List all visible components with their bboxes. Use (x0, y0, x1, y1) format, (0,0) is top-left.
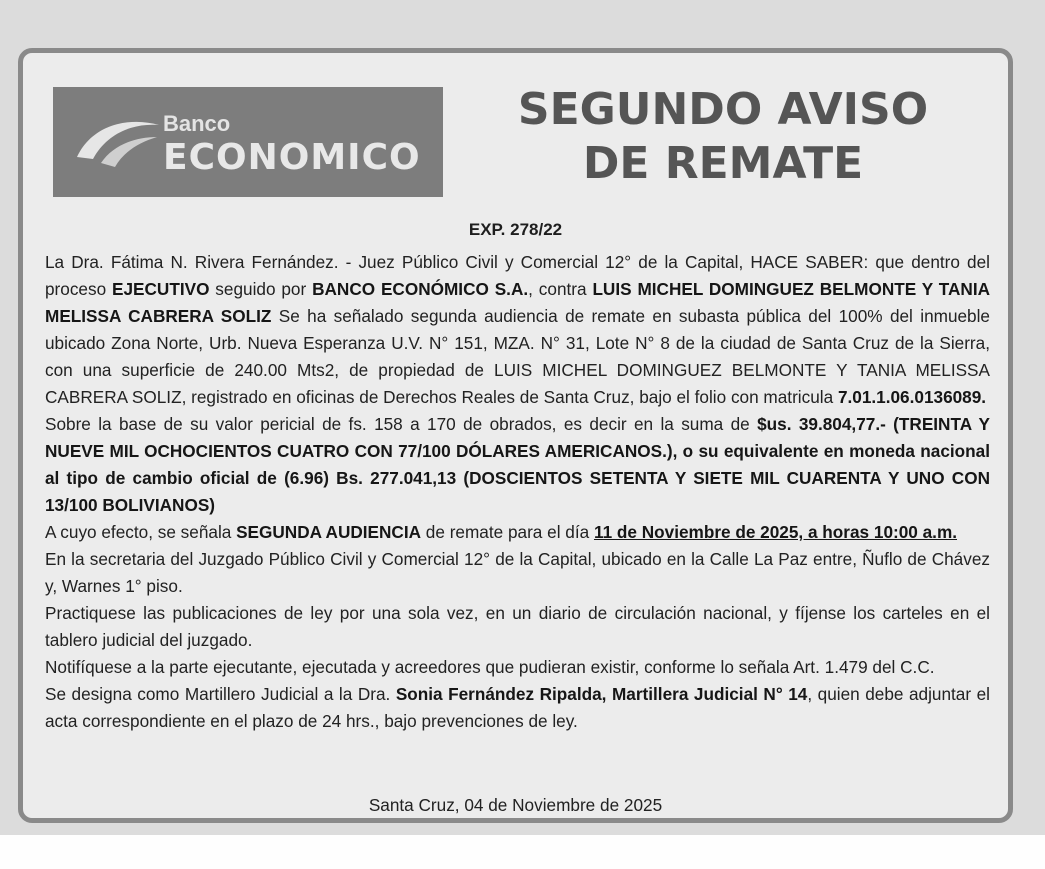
logo-text-banco: Banco (163, 111, 231, 136)
text: , contra (528, 279, 593, 299)
logo-text-economico: ECONOMICO (163, 137, 421, 178)
paragraph-7 (45, 681, 990, 735)
paragraph-3 (45, 519, 990, 546)
paragraph-2 (45, 411, 990, 519)
notice-body (45, 249, 990, 735)
defendants: LUIS MICHEL DOMINGUEZ BELMONTE Y TANIA MELISSA CABRERA SOLIZ (45, 279, 991, 326)
hearing-label: SEGUNDA AUDIENCIA (236, 522, 422, 542)
text: seguido por (209, 279, 313, 299)
paragraph-4: En la secretaria del Juzgado Público Civil y Comercial 12° de la Capital, ubicado en la Calle La Paz entre, Ñuflo de Chávez y, Warnes 1° piso. (45, 549, 990, 596)
base-value: $us. 39.804,77.- (TREINTA Y NUEVE MIL OCHOCIENTOS CUATRO CON 77/100 DÓLARES AMERICANOS.), o su equivalente en moneda nacional al tipo de cambio oficial de (6.96) Bs. 277.041,13 (DOSCIENTOS SETENTA Y SIETE MIL CUARENTA Y UNO CON 13/100 BOLIVIANOS) (45, 414, 990, 515)
text: Se ha señalado segunda audiencia de remate en subasta pública del 100% del inmueble ubicado Zona Norte, Urb. Nueva Esperanza U.V. N° 151, MZA. N° 31, Lote N° 8 de la ciudad de Santa Cruz de la Sierra, con una superficie de 240.00 Mts2, de propiedad de LUIS MICHEL DOMINGUEZ BELMONTE Y TANIA MELISSA CABRERA SOLIZ, registrado en oficinas de Derechos Reales de Santa Cruz, bajo el folio con matricula (45, 306, 990, 407)
title-line-2: DE REMATE (582, 138, 864, 189)
plaintiff: BANCO ECONÓMICO S.A. (312, 279, 529, 299)
registry-number: 7.01.1.06.0136089. (837, 387, 987, 407)
text: de remate para el día (421, 522, 594, 542)
text: La Dra. Fátima N. Rivera Fernández. - Juez Público Civil y Comercial 12° de la Capital, HACE SABER: que dentro del proceso (45, 252, 990, 299)
paragraph-6: Notifíquese a la parte ejecutante, ejecutada y acreedores que pudieran existir, conforme lo señala Art. 1.479 del C.C. (45, 657, 935, 677)
auctioneer-name: Sonia Fernández Ripalda, Martillera Judicial N° 14 (395, 684, 808, 704)
text: Sobre la base de su valor pericial de fs. 158 a 170 de obrados, es decir en la suma de (45, 414, 758, 434)
paragraph-1 (45, 249, 990, 411)
text: Se designa como Martillero Judicial a la Dra. (45, 684, 396, 704)
page-margin (0, 835, 1045, 869)
process-type: EJECUTIVO (112, 279, 210, 299)
bank-logo (53, 87, 443, 197)
notice-date: Santa Cruz, 04 de Noviembre de 2025 (368, 795, 663, 815)
notice-title (453, 83, 993, 191)
text: A cuyo efecto, se señala (45, 522, 237, 542)
auction-notice-box (18, 48, 1013, 823)
logo-swoosh-icon (73, 115, 163, 171)
title-line-1: SEGUNDO AVISO (517, 84, 929, 135)
case-number: EXP. 278/22 (468, 220, 563, 239)
text: , quien debe adjuntar el acta correspondiente en el plazo de 24 hrs., bajo prevenciones de ley. (45, 684, 990, 731)
hearing-date: 11 de Noviembre de 2025, a horas 10:00 a.m. (593, 522, 958, 542)
paragraph-5: Practiquese las publicaciones de ley por una sola vez, en un diario de circulación nacional, y fíjense los carteles en el tablero judicial del juzgado. (45, 603, 990, 650)
